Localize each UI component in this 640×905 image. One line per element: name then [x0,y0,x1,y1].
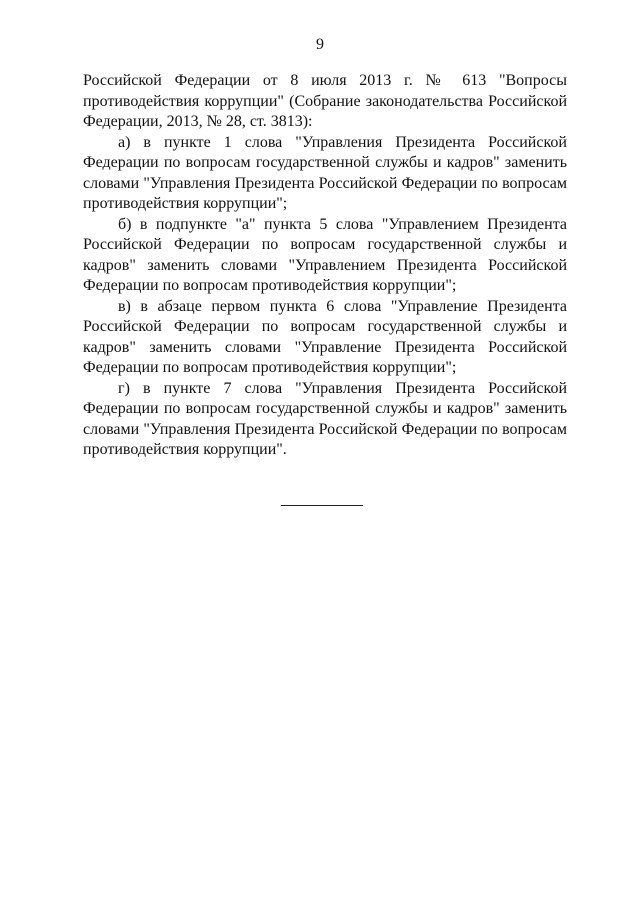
clause-b-paragraph: б) в подпункте "а" пункта 5 слова "Управлением Президента Российской Федерации по вопросам государственной службы и кадров" заменить словами "Управлением Президента Российской Федерации по вопросам противодействия коррупции"; [83,215,567,294]
document-body [83,71,567,461]
page-number: 9 [316,36,324,53]
clause-v-paragraph: в) в абзаце первом пункта 6 слова "Управление Президента Российской Федерации по вопросам государственной службы и кадров" заменить словами "Управление Президента Российской Федерации по вопросам противодействия коррупции"; [83,297,567,376]
closing-divider-line [281,505,363,506]
clause-g-paragraph: г) в пункте 7 слова "Управления Президента Российской Федерации по вопросам государственной службы и кадров" заменить словами "Управления Президента Российской Федерации по вопросам противодействия коррупции". [83,379,567,458]
intro-paragraph: Российской Федерации от 8 июля 2013 г. № 613 "Вопросы противодействия коррупции" (Собрание законодательства Российской Федерации, 2013, № 28, ст. 3813): [83,72,567,130]
clause-a-paragraph: а) в пункте 1 слова "Управления Президента Российской Федерации по вопросам государственной службы и кадров" заменить словами "Управления Президента Российской Федерации по вопросам противодействия коррупции"; [83,133,567,212]
